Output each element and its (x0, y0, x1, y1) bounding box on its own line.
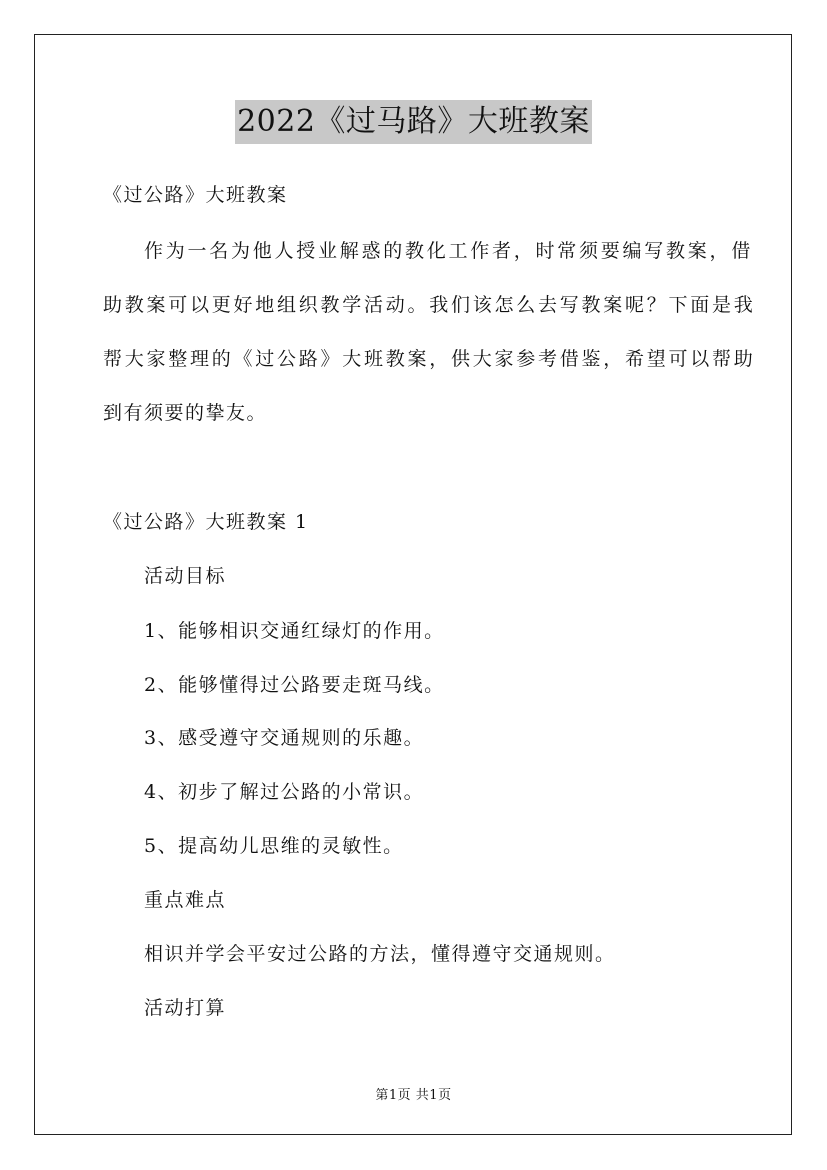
goal-item: 2、能够懂得过公路要走斑马线。 (144, 674, 445, 696)
intro-line: 作为一名为他人授业解惑的教化工作者，时常须要编写教案，借 (144, 240, 754, 262)
title-container (0, 100, 827, 144)
document-title: 2022《过马路》大班教案 (235, 100, 592, 144)
intro-line: 帮大家整理的《过公路》大班教案，供大家参考借鉴，希望可以帮助 (103, 348, 756, 370)
document-subtitle: 《过公路》大班教案 (103, 184, 288, 206)
section-heading: 《过公路》大班教案 1 (103, 511, 309, 533)
intro-line: 到有须要的挚友。 (103, 402, 268, 424)
key-points-heading: 重点难点 (144, 889, 227, 911)
preparation-heading: 活动打算 (144, 997, 227, 1019)
goal-item: 5、提高幼儿思维的灵敏性。 (144, 835, 404, 857)
key-points-text: 相识并学会平安过公路的方法，懂得遵守交通规则。 (144, 943, 616, 965)
goal-item: 4、初步了解过公路的小常识。 (144, 781, 425, 803)
goals-heading: 活动目标 (144, 565, 227, 587)
intro-line: 助教案可以更好地组织教学活动。我们该怎么去写教案呢？下面是我 (103, 294, 756, 316)
goal-item: 1、能够相识交通红绿灯的作用。 (144, 620, 445, 642)
page-number: 第1页 共1页 (375, 1088, 452, 1103)
goal-item: 3、感受遵守交通规则的乐趣。 (144, 727, 425, 749)
